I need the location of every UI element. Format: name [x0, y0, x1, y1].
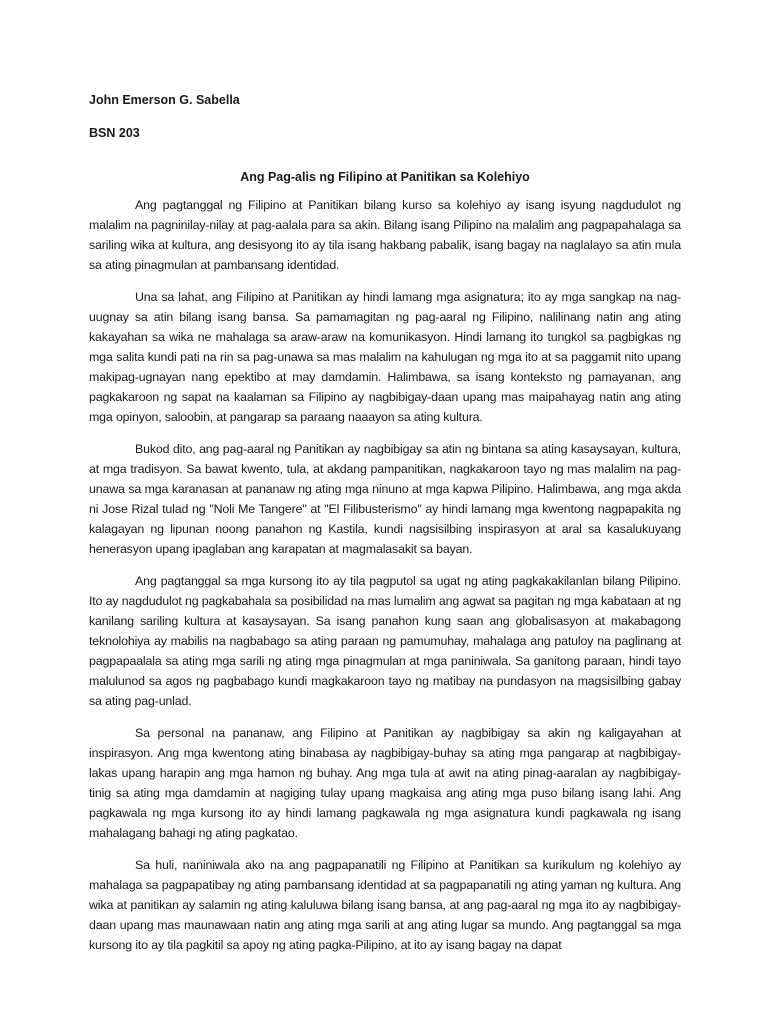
document-page: [89, 92, 681, 967]
author-name: John Emerson G. Sabella: [89, 93, 240, 107]
paragraph-2: Una sa lahat, ang Filipino at Panitikan ay hindi lamang mga asignatura; ito ay mga sangkap na nag-uugnay sa atin bilang isang bansa. Sa pamamagitan ng pag-aaral ng Filipino, nalilinang natin ang ating kakayahan sa wika ne mahalaga sa araw-araw na komunikasyon. Hindi lamang ito tungkol sa pagbigkas ng mga salita kundi pati na rin sa pag-unawa sa mas malalim na kahulugan ng mga ito at sa paggamit nito upang makipag-ugnayan nang epektibo at may damdamin. Halimbawa, sa isang konteksto ng pamayanan, ang pagkakaroon ng sapat na kaalaman sa Filipino ay nagbibigay-daan upang mas maipahayag natin ang ating mga opinyon, saloobin, at pangarap sa paraang naaayon sa ating kultura.: [89, 290, 681, 424]
paragraph-1: Ang pagtanggal ng Filipino at Panitikan bilang kurso sa kolehiyo ay isang isyung nagdudulot ng malalim na pagninilay-nilay at pag-aalala para sa akin. Bilang isang Pilipino na malalim ang pagpapahalaga sa sariling wika at kultura, ang desisyong ito ay tila isang hakbang pabalik, isang bagay na naglalayo sa atin mula sa ating pinagmulan at pambansang identidad.: [89, 198, 681, 272]
paragraph-3: Bukod dito, ang pag-aaral ng Panitikan ay nagbibigay sa atin ng bintana sa ating kasaysayan, kultura, at mga tradisyon. Sa bawat kwento, tula, at akdang pampanitikan, nagkakaroon tayo ng mas malalim na pag-unawa sa mga karanasan at pananaw ng ating mga ninuno at mga kapwa Pilipino. Halimbawa, ang mga akda ni Jose Rizal tulad ng "Noli Me Tangere" at "El Filibusterismo" ay hindi lamang mga kwentong nagpapakita ng kalagayan ng lipunan noong panahon ng Kastila, kundi nagsisilbing inspirasyon at aral sa kasalukuyang henerasyon upang ipaglaban ang karapatan at magmalasakit sa bayan.: [89, 442, 681, 556]
course-code: BSN 203: [89, 126, 140, 140]
paragraph-5: Sa personal na pananaw, ang Filipino at Panitikan ay nagbibigay sa akin ng kaligayahan at inspirasyon. Ang mga kwentong ating binabasa ay nagbibigay-buhay sa ating mga pangarap at nagbibigay-lakas upang harapin ang mga hamon ng buhay. Ang mga tula at awit na ating pinag-aaralan ay nagbibigay-tinig sa ating mga damdamin at nagiging tulay upang magkaisa ang ating mga puso bilang isang lahi. Ang pagkawala ng mga kursong ito ay hindi lamang pagkawala ng mga asignatura kundi pagkawala ng isang mahalagang bahagi ng ating pagkatao.: [89, 726, 681, 840]
essay-title: Ang Pag-alis ng Filipino at Panitikan sa Kolehiyo: [240, 170, 530, 184]
paragraph-4: Ang pagtanggal sa mga kursong ito ay tila pagputol sa ugat ng ating pagkakakilanlan bilang Pilipino. Ito ay nagdudulot ng pagkabahala sa posibilidad na mas lumalim ang agwat sa pagitan ng mga kabataan at ng kanilang sariling kultura at kasaysayan. Sa isang panahon kung saan ang globalisasyon at makabagong teknolohiya ay mabilis na nagbabago sa ating paraan ng pamumuhay, mahalaga ang patuloy na paglinang at pagpapaalala sa ating mga sarili ng ating mga pinagmulan at mga paniniwala. Sa ganitong paraan, hindi tayo malulunod sa agos ng pagbabago kundi magkakaroon tayo ng matibay na pundasyon na magsisilbing gabay sa ating pag-unlad.: [89, 574, 681, 708]
paragraph-6: Sa huli, naniniwala ako na ang pagpapanatili ng Filipino at Panitikan sa kurikulum ng kolehiyo ay mahalaga sa pagpapatibay ng ating pambansang identidad at sa pagpapanatili ng ating yaman ng kultura. Ang wika at panitikan ay salamin ng ating kaluluwa bilang isang bansa, at ang pag-aaral ng mga ito ay nagbibigay-daan upang mas maunawaan natin ang ating mga sarili at ang ating lugar sa mundo. Ang pagtanggal sa mga kursong ito ay tila pagkitil sa apoy ng ating pagka-Pilipino, at ito ay isang bagay na dapat: [89, 858, 681, 952]
